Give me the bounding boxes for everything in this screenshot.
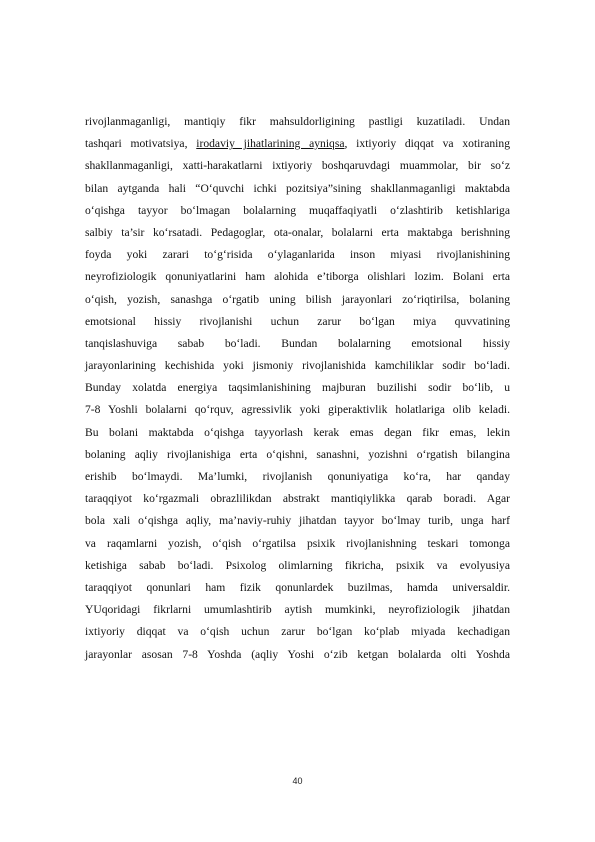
text-line — [85, 133, 510, 155]
text-line: emotsional hissiy rivojlanishi uchun zarur bo‘lgan miya quvvatining — [85, 314, 510, 328]
text-line: bola xali o‘qishga aqliy, ma’naviy-ruhiy jihatdan tayyor bo‘lmay turib, unga harf — [85, 514, 510, 528]
text-line: va raqamlarni yozish, o‘qish o‘rgatilsa psixik rivojlanishning teskari tomonga — [85, 536, 510, 550]
text-line: taraqqiyot ko‘rgazmali obrazlilikdan abstrakt mantiqiylikka qarab boradi. Agar — [85, 492, 510, 506]
text-line: bilan aytganda hali “O‘quvchi ichki pozitsiya”sining shakllanmaganligi maktabda — [85, 181, 510, 195]
text-line: foyda yoki zarari to‘g‘risida o‘ylaganlarida inson miyasi rivojlanishining — [85, 248, 510, 262]
body-text — [85, 111, 510, 666]
text-line: o‘qishga tayyor bo‘lmagan bolalarning muqaffaqiyatli o‘zlashtirib ketishlariga — [85, 203, 510, 217]
text-line: 7-8 Yoshli bolalarni qo‘rquv, agressivlik yoki giperaktivlik holatlariga olib keladi. — [85, 403, 510, 417]
text-fragment: tashqari motivatsiya, — [85, 137, 197, 151]
text-line: YUqoridagi fikrlarni umumlashtirib aytish mumkinki, neyrofiziologik jihatdan — [85, 603, 510, 617]
text-line: rivojlanmaganligi, mantiqiy fikr mahsuldorligining pastligi kuzatiladi. Undan — [85, 115, 510, 128]
text-line: bolaning aqliy rivojlanishiga erta o‘qishni, sanashni, yozishni o‘rgatish bilangina — [85, 447, 510, 461]
text-line: Bu bolani maktabda o‘qishga tayyorlash kerak emas degan fikr emas, lekin — [85, 425, 510, 439]
text-line: o‘qish, yozish, sanashga o‘rgatib uning bilish jarayonlari zo‘riqtirilsa, bolaning — [85, 292, 510, 306]
text-line: salbiy ta’sir ko‘rsatadi. Pedagoglar, ota-onalar, bolalarni erta maktabga berishning — [85, 225, 510, 239]
text-line: neyrofiziologik qonuniyatlarini ham alohida e’tiborga olishlari lozim. Bolani erta — [85, 270, 510, 284]
text-line: tanqislashuviga sabab bo‘ladi. Bundan bolalarning emotsional hissiy — [85, 336, 510, 350]
underlined-link[interactable]: irodaviy jihatlarining ayniqsa — [196, 137, 345, 151]
text-line: erishib bo‘lmaydi. Ma’lumki, rivojlanish qonuniyatiga ko‘ra, har qanday — [85, 470, 510, 483]
text-fragment: , ixtiyoriy diqqat va xotiraning — [344, 137, 511, 151]
text-line: ketishiga sabab bo‘ladi. Psixolog olimlarning fikricha, psixik va evolyusiya — [85, 558, 510, 572]
page-number: 40 — [292, 776, 303, 786]
text-line: jarayonlar asosan 7-8 Yoshda (aqliy Yoshi o‘zib ketgan bolalarda olti Yoshda — [85, 647, 510, 661]
text-line: Bunday xolatda energiya taqsimlanishining majburan buzilishi sodir bo‘lib, u — [85, 381, 510, 395]
text-line: shakllanmaganligi, xatti-harakatlarni ixtiyoriy boshqaruvdagi muammolar, bir so‘z — [85, 159, 510, 173]
text-line: jarayonlarining kechishida yoki jismoniy rivojlanishida kamchiliklar sodir bo‘ladi. — [85, 359, 510, 373]
text-line: taraqqiyot qonunlari ham fizik qonunlardek buzilmas, hamda universaldir. — [85, 580, 510, 594]
text-line: ixtiyoriy diqqat va o‘qish uchun zarur bo‘lgan ko‘plab miyada kechadigan — [85, 625, 510, 639]
